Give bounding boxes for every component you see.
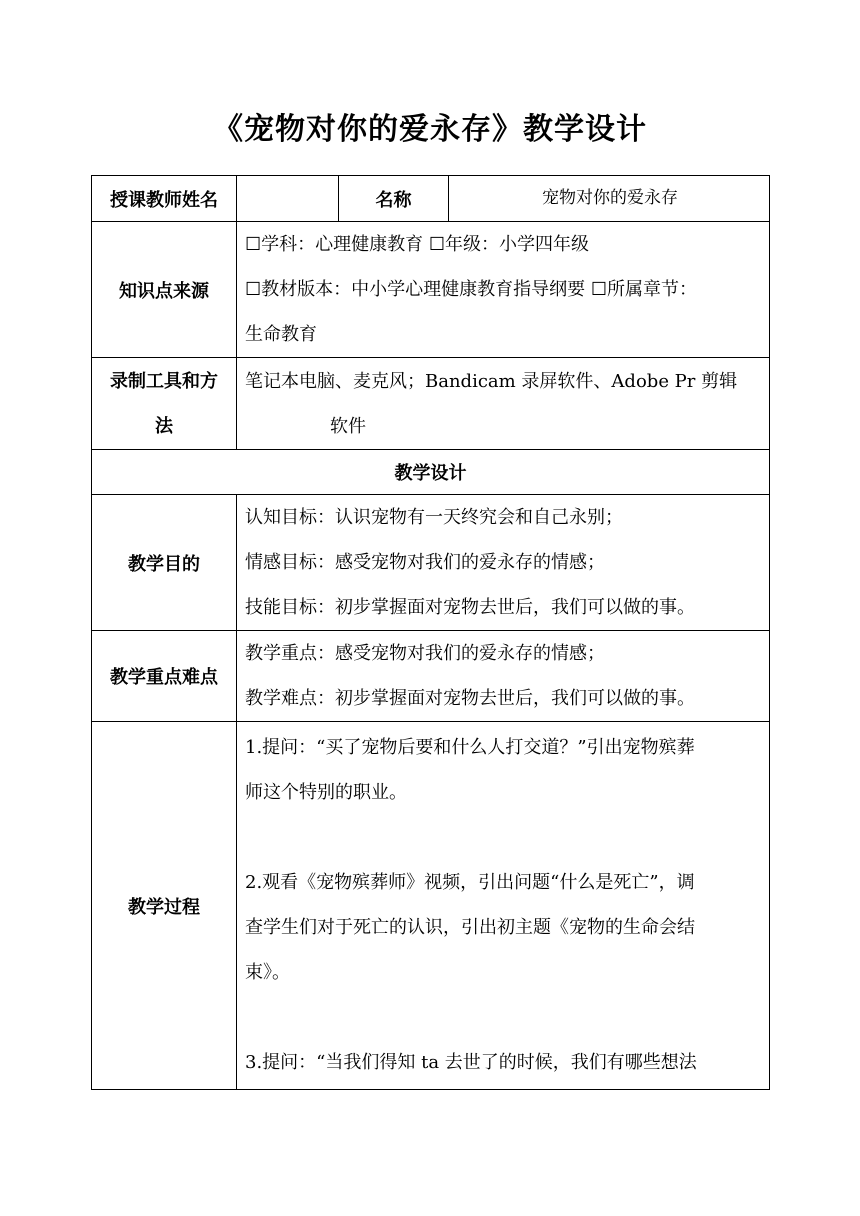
key-points-content bbox=[237, 631, 770, 722]
process-row bbox=[92, 722, 770, 1090]
source-row bbox=[92, 222, 770, 358]
key-point-item: 教学重点：感受宠物对我们的爱永存的情感； bbox=[245, 643, 605, 664]
tools-line-2: 软件 bbox=[330, 415, 366, 437]
process-step-2-line-3: 束》。 bbox=[245, 962, 290, 983]
header-row bbox=[92, 176, 770, 222]
source-line-2: ☐教材版本：中小学心理健康教育指导纲要 ☐所属章节： bbox=[245, 279, 697, 300]
document-title: 《宠物对你的爱永存》教学设计 bbox=[213, 112, 647, 147]
process-step-1-line-1: 1.提问：“买了宠物后要和什么人打交道？”引出宠物殡葬 bbox=[245, 737, 695, 758]
process-content bbox=[237, 722, 770, 1090]
key-points-label: 教学重点难点 bbox=[92, 631, 237, 722]
tools-label bbox=[92, 358, 237, 450]
source-label: 知识点来源 bbox=[92, 222, 237, 358]
tools-row bbox=[92, 358, 770, 450]
lesson-name-label: 名称 bbox=[339, 176, 449, 222]
section-header-row bbox=[92, 450, 770, 495]
process-label: 教学过程 bbox=[92, 722, 237, 1090]
key-points-row bbox=[92, 631, 770, 722]
tools-content bbox=[237, 358, 770, 450]
objectives-content bbox=[237, 495, 770, 631]
lesson-design-table bbox=[91, 175, 770, 1090]
teacher-name-label: 授课教师姓名 bbox=[92, 176, 237, 222]
teacher-name-value bbox=[237, 176, 339, 222]
objective-item: 情感目标：感受宠物对我们的爱永存的情感； bbox=[245, 552, 605, 573]
objectives-label: 教学目的 bbox=[92, 495, 237, 631]
tools-label-line-1: 录制工具和方 bbox=[110, 370, 218, 392]
tools-line-1: 笔记本电脑、麦克风；Bandicam 录屏软件、Adobe Pr 剪辑 bbox=[245, 370, 738, 392]
lesson-name-value: 宠物对你的爱永存 bbox=[449, 176, 770, 222]
objective-item: 认知目标：认识宠物有一天终究会和自己永别； bbox=[245, 507, 623, 528]
objectives-row bbox=[92, 495, 770, 631]
process-step-2-line-1: 2.观看《宠物殡葬师》视频，引出问题“什么是死亡”，调 bbox=[245, 872, 695, 893]
objective-item: 技能目标：初步掌握面对宠物去世后，我们可以做的事。 bbox=[245, 597, 695, 618]
blank-line bbox=[245, 995, 763, 1040]
source-line-1: ☐学科：心理健康教育 ☐年级：小学四年级 bbox=[245, 234, 589, 255]
blank-line bbox=[245, 815, 763, 860]
process-step-3-line-1: 3.提问：“当我们得知 ta 去世了的时候，我们有哪些想法 bbox=[245, 1052, 697, 1073]
key-point-item: 教学难点：初步掌握面对宠物去世后，我们可以做的事。 bbox=[245, 688, 695, 709]
source-content bbox=[237, 222, 770, 358]
section-header: 教学设计 bbox=[92, 450, 770, 495]
process-step-1-line-2: 师这个特别的职业。 bbox=[245, 782, 407, 803]
source-line-3: 生命教育 bbox=[245, 324, 317, 345]
tools-label-line-2: 法 bbox=[155, 415, 173, 437]
process-step-2-line-2: 查学生们对于死亡的认识，引出初主题《宠物的生命会结 bbox=[245, 917, 695, 938]
